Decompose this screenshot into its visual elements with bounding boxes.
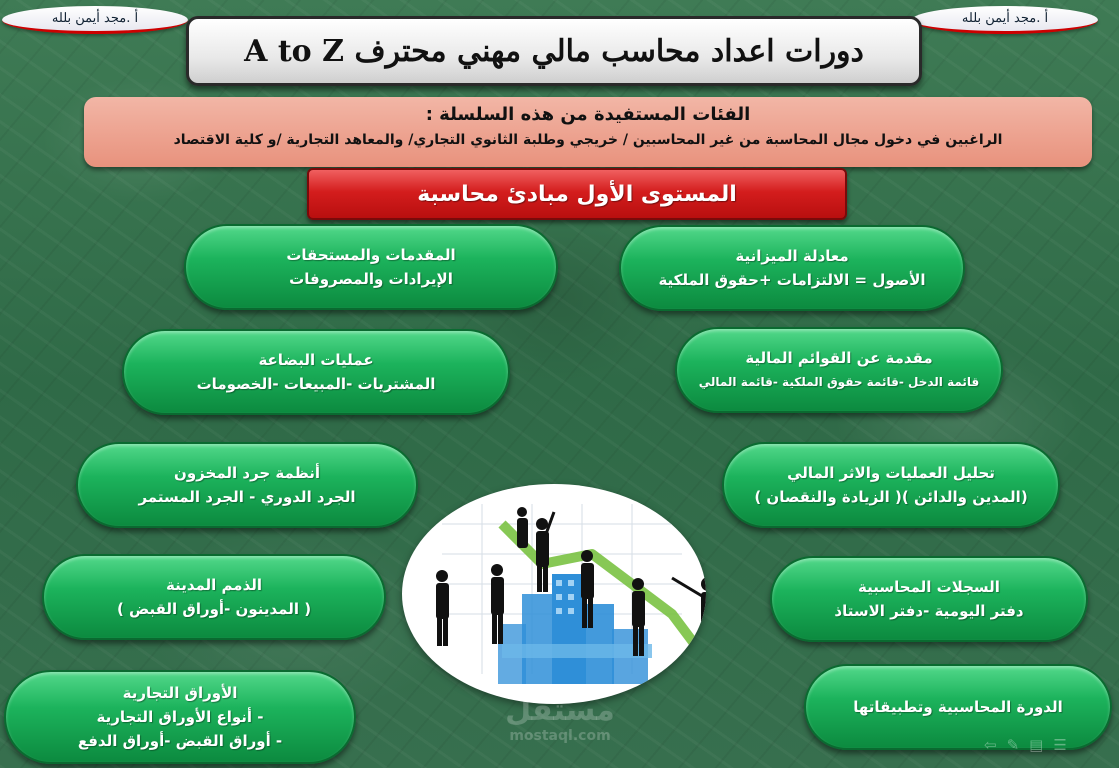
audience-box: [84, 97, 1092, 167]
topic-title: تحليل العمليات والاثر المالي: [787, 464, 995, 482]
topic-transaction-analysis: [722, 442, 1060, 528]
topic-detail: - أوراق القبض -أوراق الدفع: [77, 732, 283, 750]
back-arrow-icon[interactable]: ⇦: [984, 736, 997, 754]
topic-detail: (المدين والدائن )( الزيادة والنقصان ): [754, 488, 1028, 506]
topic-detail: قائمة الدخل -قائمة حقوق الملكية -قائمة المالي: [698, 375, 980, 389]
topic-title: عمليات البضاعة: [258, 351, 374, 369]
topic-accounting-records: [770, 556, 1088, 642]
menu-icon[interactable]: ☰: [1053, 736, 1067, 754]
slides-icon[interactable]: ▤: [1029, 736, 1044, 754]
watermark-url: mostaql.com: [509, 728, 611, 744]
topic-financial-statements: [675, 327, 1003, 413]
topic-title: معادلة الميزانية: [735, 247, 849, 265]
topic-title: الأوراق التجارية: [122, 684, 238, 702]
topic-inventory-systems: [76, 442, 418, 528]
topic-detail: المشتريات -المبيعات -الخصومات: [196, 375, 436, 393]
topic-title: المقدمات والمستحقات: [286, 246, 456, 264]
slideshow-toolbar[interactable]: [984, 736, 1067, 758]
audience-body: الراغبين في دخول مجال المحاسبة من غير المحاسبين / خريجي وطلبة الثانوي التجاري/ والمعاهد التجارية /و كلية الاقتصاد: [173, 132, 1003, 148]
topic-title: مقدمة عن القوائم المالية: [745, 349, 933, 367]
topic-title: الذمم المدينة: [165, 576, 263, 594]
watermark: [470, 694, 650, 744]
growth-chart-icon: [402, 484, 706, 704]
topic-commercial-papers: [4, 670, 356, 764]
business-illustration: [402, 484, 706, 704]
title-banner: [186, 16, 922, 86]
watermark-brand: مستقل: [505, 693, 615, 728]
topic-detail: الجرد الدوري - الجرد المستمر: [138, 488, 356, 506]
author-tag-right: أ .مجد أيمن بلله: [912, 6, 1098, 34]
author-tag-left: أ .مجد أيمن بلله: [2, 6, 188, 34]
topic-balance-equation: [619, 225, 965, 311]
audience-heading: الفئات المستفيدة من هذه السلسلة :: [425, 104, 751, 125]
topic-title: أنظمة جرد المخزون: [174, 464, 320, 482]
topic-detail: ( المدينون -أوراق القبض ): [116, 600, 312, 618]
topic-merchandise: [122, 329, 510, 415]
page-title: دورات اعداد محاسب مالي مهني محترف A to Z: [244, 33, 864, 69]
level-banner: المستوى الأول مبادئ محاسبة: [307, 168, 847, 220]
topic-title: الدورة المحاسبية وتطبيقاتها: [853, 698, 1063, 716]
topic-detail: الإيرادات والمصروفات: [289, 270, 453, 288]
topic-title: السجلات المحاسبية: [858, 578, 1000, 596]
pen-icon[interactable]: ✎: [1006, 736, 1020, 754]
topic-accruals: [184, 224, 558, 310]
topic-receivables: [42, 554, 386, 640]
topic-detail: الأصول = الالتزامات +حقوق الملكية: [658, 271, 926, 289]
topic-detail: دفتر اليومية -دفتر الاستاذ: [834, 602, 1024, 620]
topic-detail: - أنواع الأوراق التجارية: [96, 708, 264, 726]
